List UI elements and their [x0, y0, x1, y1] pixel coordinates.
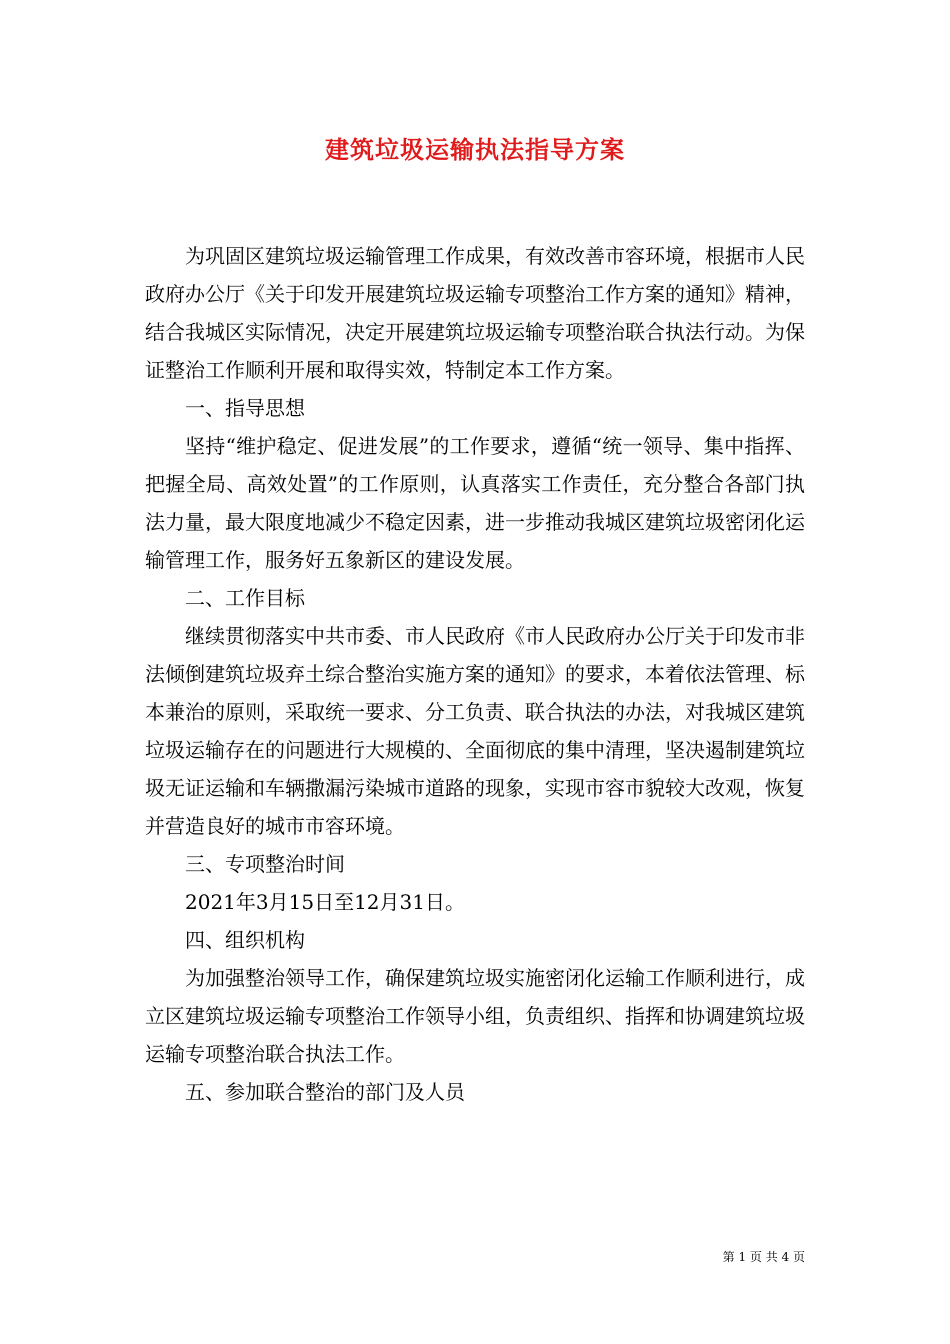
paragraph-section-4: 为加强整治领导工作，确保建筑垃圾实施密闭化运输工作顺利进行，成立区建筑垃圾运输专项整治工作领导小组，负责组织、指挥和协调建筑垃圾运输专项整治联合执法工作。: [145, 966, 805, 1066]
paragraph-intro: 为巩固区建筑垃圾运输管理工作成果，有效改善市容环境，根据市人民政府办公厅《关于印发开展建筑垃圾运输专项整治工作方案的通知》精神，结合我城区实际情况，决定开展建筑垃圾运输专项整治联合执法行动。为保证整治工作顺利开展和取得实效，特制定本工作方案。: [145, 244, 805, 382]
section-heading-5: 五、参加联合整治的部门及人员: [185, 1080, 465, 1104]
section-heading-2: 二、工作目标: [185, 586, 305, 610]
section-heading-1: 一、指导思想: [185, 396, 305, 420]
section-heading-4: 四、组织机构: [185, 928, 305, 952]
page-number: 第 1 页 共 4 页: [722, 1250, 805, 1264]
paragraph-section-3: 2021年3月15日至12月31日。: [185, 890, 465, 914]
paragraph-section-2: 继续贯彻落实中共市委、市人民政府《市人民政府办公厅关于印发市非法倾倒建筑垃圾弃土综合整治实施方案的通知》的要求，本着依法管理、标本兼治的原则，采取统一要求、分工负责、联合执法的办法，对我城区建筑垃圾运输存在的问题进行大规模的、全面彻底的集中清理，坚决遏制建筑垃圾无证运输和车辆撒漏污染城市道路的现象，实现市容市貌较大改观，恢复并营造良好的城市市容环境。: [145, 624, 805, 838]
paragraph-section-1: 坚持“维护稳定、促进发展”的工作要求，遵循“统一领导、集中指挥、把握全局、高效处置”的工作原则，认真落实工作责任，充分整合各部门执法力量，最大限度地减少不稳定因素，进一步推动我城区建筑垃圾密闭化运输管理工作，服务好五象新区的建设发展。: [145, 434, 805, 572]
document-body: [145, 237, 805, 1111]
section-heading-3: 三、专项整治时间: [185, 852, 345, 876]
document-title: 建筑垃圾运输执法指导方案: [325, 135, 625, 164]
